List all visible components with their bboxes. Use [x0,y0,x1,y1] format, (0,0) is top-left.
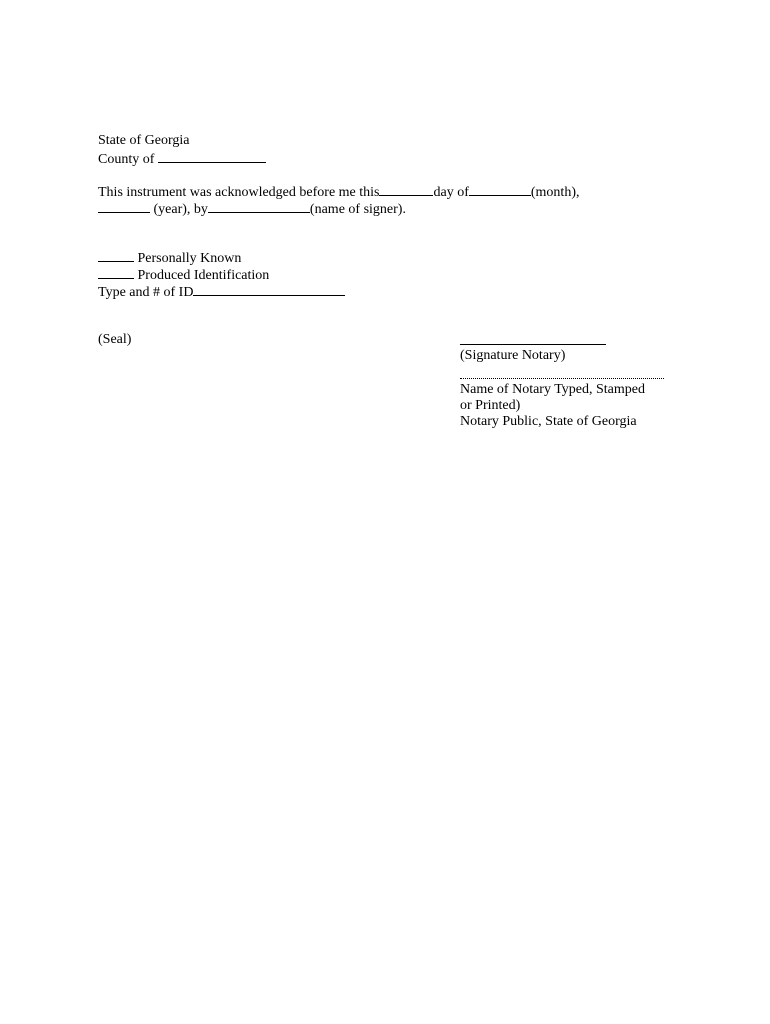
county-label: County of [98,152,155,167]
notary-name-label-1: Name of Notary Typed, Stamped [460,382,645,397]
ack-text-a: This instrument was acknowledged before me this [98,185,380,200]
day-blank[interactable] [379,182,433,196]
ack-text-b: day of [433,185,469,200]
notary-name-label-2: or Printed) [460,398,521,413]
id-type-blank[interactable] [193,282,345,296]
ack-text-c: (month), [530,185,580,200]
signature-notary-label: (Signature Notary) [460,348,566,363]
acknowledgment-line-2 [98,199,406,218]
id-type-label: Type and # of ID [98,285,194,300]
ack-text-e: (name of signer). [309,202,406,217]
state-heading: State of Georgia [98,133,190,148]
month-blank[interactable] [469,182,531,196]
notary-name-line[interactable] [460,378,664,379]
county-blank[interactable] [158,149,266,163]
produced-id-blank[interactable] [98,265,134,279]
county-line [98,149,266,168]
ack-text-d: (year), by [153,202,208,217]
produced-id-label: Produced Identification [137,268,270,283]
signer-name-blank[interactable] [208,199,310,213]
personally-known-blank[interactable] [98,248,134,262]
id-type-line [98,282,345,301]
seal-label: (Seal) [98,332,132,347]
personally-known-label: Personally Known [137,251,242,266]
notary-public-label: Notary Public, State of Georgia [460,414,637,429]
notary-signature-line[interactable] [460,344,606,345]
year-blank[interactable] [98,199,150,213]
